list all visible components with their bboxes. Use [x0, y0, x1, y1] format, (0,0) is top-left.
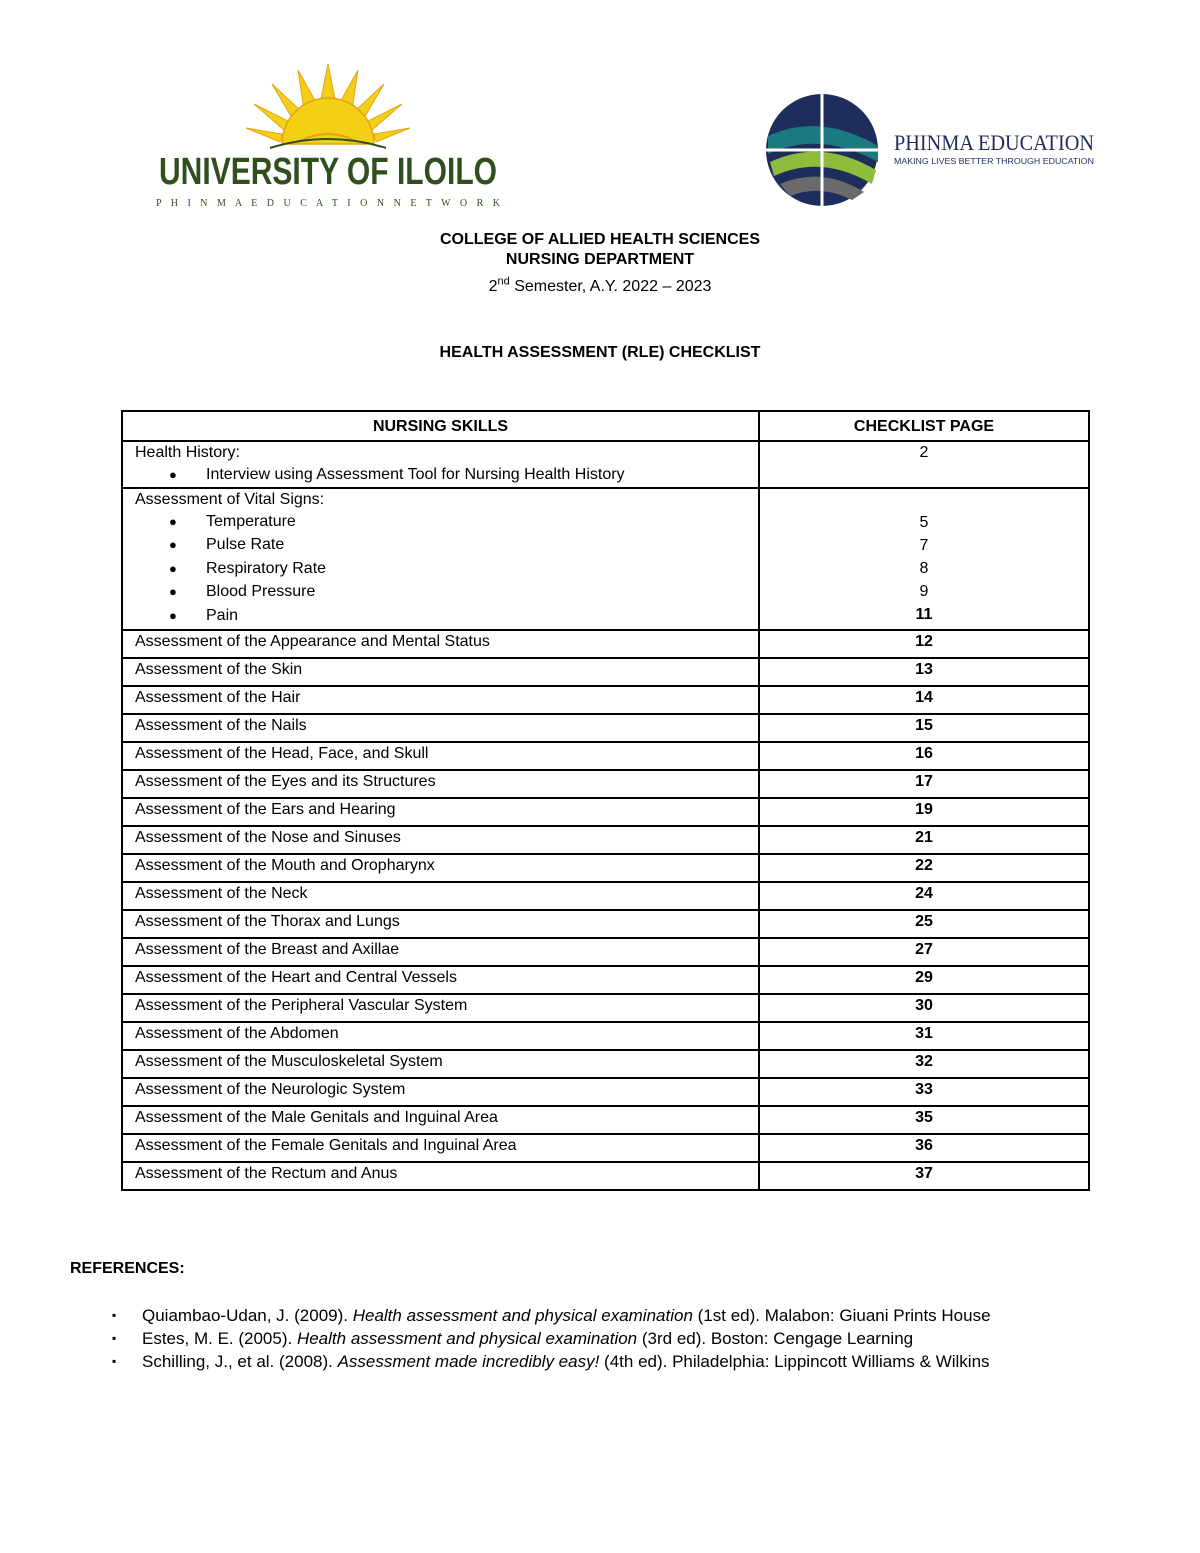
skill-cell: Assessment of the Neck	[122, 882, 759, 910]
table-row-vital-signs	[122, 488, 1089, 630]
skill-cell: Assessment of the Rectum and Anus	[122, 1162, 759, 1190]
skill-cell: Assessment of the Male Genitals and Inguinal Area	[122, 1106, 759, 1134]
skill-cell: Assessment of the Peripheral Vascular System	[122, 994, 759, 1022]
table-row	[122, 1022, 1089, 1050]
page-cell: 35	[759, 1106, 1089, 1134]
table-row	[122, 630, 1089, 658]
table-header-row	[122, 411, 1089, 441]
checklist-table	[121, 410, 1090, 1191]
skill-cell: Assessment of the Nose and Sinuses	[122, 826, 759, 854]
sun-icon	[246, 64, 410, 148]
list-item: ● Pain	[169, 604, 758, 628]
reference-title: Assessment made incredibly easy!	[337, 1352, 600, 1371]
table-row	[122, 742, 1089, 770]
table-row	[122, 1162, 1089, 1190]
page-cell: 27	[759, 938, 1089, 966]
page-number: 8	[919, 559, 929, 577]
page-cell: 29	[759, 966, 1089, 994]
department-name: NURSING DEPARTMENT	[505, 251, 695, 268]
list-item: ● Blood Pressure	[169, 580, 758, 604]
column-header-page: CHECKLIST PAGE	[759, 411, 1089, 441]
table-row	[122, 658, 1089, 686]
table-row	[122, 882, 1089, 910]
table-row	[122, 714, 1089, 742]
page-cell: 31	[759, 1022, 1089, 1050]
page-cell: 12	[759, 630, 1089, 658]
page-cell: 22	[759, 854, 1089, 882]
skill-cell: Assessment of the Female Genitals and Inguinal Area	[122, 1134, 759, 1162]
table-row	[122, 686, 1089, 714]
college-name: COLLEGE OF ALLIED HEALTH SCIENCES	[439, 231, 760, 248]
page-cell: 33	[759, 1078, 1089, 1106]
skill-cell	[122, 441, 759, 488]
list-item: ● Interview using Assessment Tool for Nursing Health History	[169, 463, 758, 487]
page-cell: 24	[759, 882, 1089, 910]
skill-cell: Assessment of the Appearance and Mental Status	[122, 630, 759, 658]
university-of-iloilo-logo	[150, 52, 506, 212]
reference-item	[112, 1350, 991, 1373]
reference-author: Estes, M. E. (2005).	[142, 1329, 297, 1348]
skill-cell: Assessment of the Head, Face, and Skull	[122, 742, 759, 770]
table-row	[122, 938, 1089, 966]
skill-sublist	[135, 463, 758, 487]
skill-cell: Assessment of the Thorax and Lungs	[122, 910, 759, 938]
svg-text:P H I N M A E D U C A T I O: P H I N M A E D U C A T I O N N E T W O R K	[155, 198, 501, 209]
skill-group-label: Assessment of Vital Signs:	[135, 490, 325, 508]
document-header	[0, 230, 1200, 298]
page-cell: 32	[759, 1050, 1089, 1078]
table-row	[122, 854, 1089, 882]
semester-text: Semester, A.Y. 2022 – 2023	[509, 278, 712, 295]
list-item: ● Respiratory Rate	[169, 557, 758, 581]
skill-group-label: Health History:	[135, 444, 240, 461]
semester-number: 2	[488, 278, 498, 295]
phinma-globe-icon	[766, 94, 878, 206]
skill-cell: Assessment of the Breast and Axillae	[122, 938, 759, 966]
page-number: 11	[915, 605, 933, 623]
reference-author: Schilling, J., et al. (2008).	[142, 1352, 338, 1371]
skill-cell: Assessment of the Heart and Central Vessels	[122, 966, 759, 994]
page-number: 9	[919, 582, 929, 600]
table-row-health-history	[122, 441, 1089, 488]
reference-publisher: (3rd ed). Boston: Cengage Learning	[637, 1329, 914, 1348]
page-cell: 16	[759, 742, 1089, 770]
reference-title: Health assessment and physical examination	[296, 1329, 638, 1348]
table-row	[122, 966, 1089, 994]
page-cell: 36	[759, 1134, 1089, 1162]
references-list	[112, 1304, 991, 1373]
svg-text:MAKING LIVES BETTER THROUGH ED: MAKING LIVES BETTER THROUGH EDUCATION	[894, 157, 1095, 166]
skill-cell: Assessment of the Skin	[122, 658, 759, 686]
table-row	[122, 1050, 1089, 1078]
skill-cell	[122, 488, 759, 630]
skill-cell: Assessment of the Eyes and its Structures	[122, 770, 759, 798]
table-row	[122, 1106, 1089, 1134]
skill-cell: Assessment of the Mouth and Oropharynx	[122, 854, 759, 882]
page-cell: 17	[759, 770, 1089, 798]
page-cell: 2	[759, 441, 1089, 488]
skill-cell: Assessment of the Musculoskeletal System	[122, 1050, 759, 1078]
table-row	[122, 994, 1089, 1022]
page-title: HEALTH ASSESSMENT (RLE) CHECKLIST	[439, 344, 761, 361]
page-cell	[759, 488, 1089, 630]
reference-title: Health assessment and physical examination	[352, 1306, 693, 1325]
page-cell: 15	[759, 714, 1089, 742]
page-cell: 14	[759, 686, 1089, 714]
reference-item	[112, 1327, 991, 1350]
page-number: 7	[919, 536, 929, 554]
list-item: ● Pulse Rate	[169, 533, 758, 557]
skill-cell: Assessment of the Hair	[122, 686, 759, 714]
table-row	[122, 798, 1089, 826]
svg-text:PHINMA EDUCATION: PHINMA EDUCATION	[894, 130, 1095, 155]
table-row	[122, 1134, 1089, 1162]
skill-cell: Assessment of the Nails	[122, 714, 759, 742]
skill-cell: Assessment of the Ears and Hearing	[122, 798, 759, 826]
page-cell: 25	[759, 910, 1089, 938]
page-cell: 13	[759, 658, 1089, 686]
page-sublist	[760, 511, 1088, 626]
page-cell: 30	[759, 994, 1089, 1022]
semester-line	[0, 276, 1200, 298]
page-cell: 37	[759, 1162, 1089, 1190]
list-item: ● Temperature	[169, 510, 758, 534]
table-row	[122, 910, 1089, 938]
phinma-education-logo	[760, 92, 1100, 210]
skill-cell: Assessment of the Abdomen	[122, 1022, 759, 1050]
svg-text:UNIVERSITY OF ILOILO: UNIVERSITY OF ILOILO	[159, 151, 497, 193]
page-number: 5	[919, 513, 929, 531]
semester-suffix: nd	[497, 275, 510, 288]
reference-publisher: (4th ed). Philadelphia: Lippincott Williams & Wilkins	[599, 1352, 990, 1371]
page-cell: 19	[759, 798, 1089, 826]
reference-author: Quiambao-Udan, J. (2009).	[142, 1306, 353, 1325]
table-row	[122, 1078, 1089, 1106]
table-row	[122, 826, 1089, 854]
column-header-skills: NURSING SKILLS	[122, 411, 759, 441]
table-row	[122, 770, 1089, 798]
skill-sublist	[135, 510, 758, 628]
reference-publisher: (1st ed). Malabon: Giuani Prints House	[692, 1306, 991, 1325]
skill-cell: Assessment of the Neurologic System	[122, 1078, 759, 1106]
references-heading: REFERENCES:	[70, 1260, 185, 1277]
page-cell: 21	[759, 826, 1089, 854]
reference-item	[112, 1304, 991, 1327]
